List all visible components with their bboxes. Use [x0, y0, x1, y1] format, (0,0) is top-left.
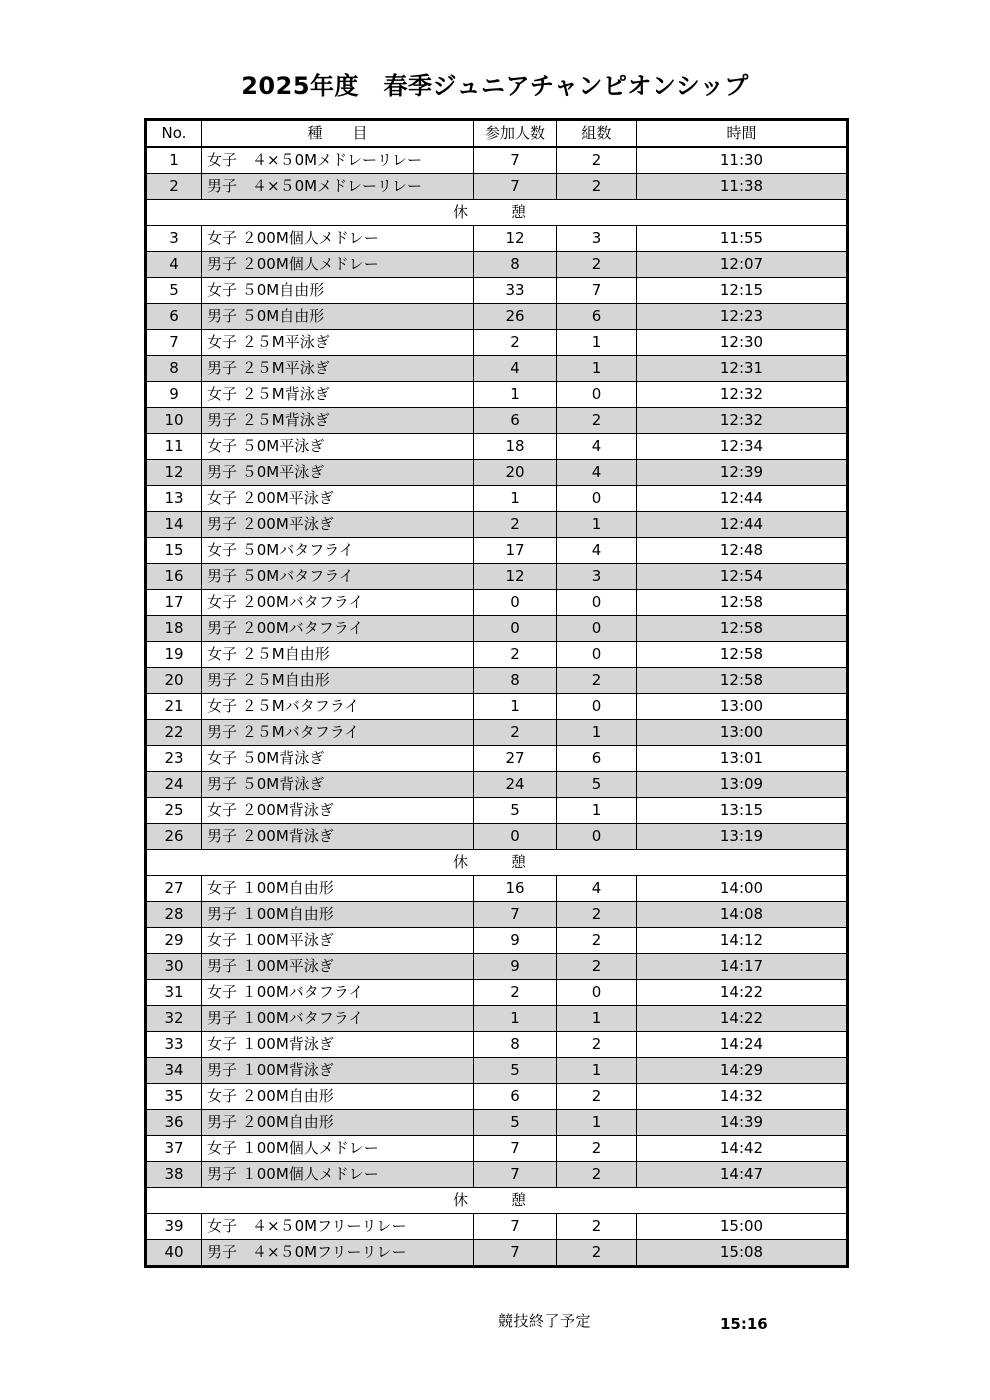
- event-row: [146, 954, 848, 980]
- event-row: [146, 1110, 848, 1136]
- event-row: [146, 902, 848, 928]
- participant-count: 7: [474, 174, 557, 200]
- event-row: [146, 434, 848, 460]
- heat-count: 4: [557, 876, 637, 902]
- start-time: 12:48: [637, 538, 848, 564]
- event-number: 34: [146, 1058, 202, 1084]
- participant-count: 4: [474, 356, 557, 382]
- event-number: 21: [146, 694, 202, 720]
- start-time: 14:32: [637, 1084, 848, 1110]
- heat-count: 2: [557, 668, 637, 694]
- event-name: 女子 ２５M背泳ぎ: [202, 382, 474, 408]
- start-time: 14:12: [637, 928, 848, 954]
- heat-count: 6: [557, 746, 637, 772]
- event-name: 女子 ２00M個人メドレー: [202, 226, 474, 252]
- event-name: 女子 １00M自由形: [202, 876, 474, 902]
- event-row: [146, 772, 848, 798]
- event-number: 9: [146, 382, 202, 408]
- event-number: 33: [146, 1032, 202, 1058]
- heat-count: 2: [557, 252, 637, 278]
- heat-count: 0: [557, 642, 637, 668]
- header-participants: 参加人数: [474, 120, 557, 148]
- event-number: 28: [146, 902, 202, 928]
- event-row: [146, 512, 848, 538]
- start-time: 12:44: [637, 486, 848, 512]
- event-number: 4: [146, 252, 202, 278]
- heat-count: 2: [557, 147, 637, 174]
- event-name: 男子 １00M背泳ぎ: [202, 1058, 474, 1084]
- event-name: 男子 ４×５0Mフリーリレー: [202, 1240, 474, 1267]
- event-row: [146, 928, 848, 954]
- start-time: 12:58: [637, 590, 848, 616]
- start-time: 14:42: [637, 1136, 848, 1162]
- event-row: [146, 616, 848, 642]
- schedule-rows: [146, 147, 848, 1267]
- event-number: 2: [146, 174, 202, 200]
- header-event: 種 目: [202, 120, 474, 148]
- event-number: 14: [146, 512, 202, 538]
- heat-count: 7: [557, 278, 637, 304]
- event-name: 男子 ２５M背泳ぎ: [202, 408, 474, 434]
- participant-count: 18: [474, 434, 557, 460]
- event-row: [146, 798, 848, 824]
- event-row: [146, 1058, 848, 1084]
- event-number: 24: [146, 772, 202, 798]
- event-number: 38: [146, 1162, 202, 1188]
- participant-count: 8: [474, 1032, 557, 1058]
- start-time: 13:01: [637, 746, 848, 772]
- heat-count: 0: [557, 616, 637, 642]
- event-name: 女子 ４×５0Mフリーリレー: [202, 1214, 474, 1240]
- event-name: 男子 １00M個人メドレー: [202, 1162, 474, 1188]
- participant-count: 2: [474, 642, 557, 668]
- event-number: 8: [146, 356, 202, 382]
- heat-count: 1: [557, 356, 637, 382]
- start-time: 12:39: [637, 460, 848, 486]
- heat-count: 1: [557, 1006, 637, 1032]
- event-name: 男子 ２５M自由形: [202, 668, 474, 694]
- heat-count: 1: [557, 512, 637, 538]
- heat-count: 2: [557, 902, 637, 928]
- start-time: 12:34: [637, 434, 848, 460]
- event-number: 15: [146, 538, 202, 564]
- event-number: 23: [146, 746, 202, 772]
- participant-count: 2: [474, 330, 557, 356]
- event-number: 3: [146, 226, 202, 252]
- event-name: 女子 ５0M自由形: [202, 278, 474, 304]
- event-row: [146, 330, 848, 356]
- heat-count: 2: [557, 928, 637, 954]
- event-name: 女子 ５0M平泳ぎ: [202, 434, 474, 460]
- event-name: 男子 ２５Mバタフライ: [202, 720, 474, 746]
- event-number: 7: [146, 330, 202, 356]
- event-number: 13: [146, 486, 202, 512]
- participant-count: 9: [474, 954, 557, 980]
- event-row: [146, 460, 848, 486]
- heat-count: 0: [557, 694, 637, 720]
- event-number: 37: [146, 1136, 202, 1162]
- participant-count: 24: [474, 772, 557, 798]
- event-name: 女子 ２５M平泳ぎ: [202, 330, 474, 356]
- event-row: [146, 356, 848, 382]
- start-time: 14:29: [637, 1058, 848, 1084]
- event-row: [146, 1240, 848, 1267]
- break-row: [146, 1188, 848, 1214]
- participant-count: 17: [474, 538, 557, 564]
- participant-count: 6: [474, 1084, 557, 1110]
- break-row: [146, 200, 848, 226]
- participant-count: 8: [474, 252, 557, 278]
- heat-count: 6: [557, 304, 637, 330]
- event-name: 女子 ２５M自由形: [202, 642, 474, 668]
- heat-count: 0: [557, 486, 637, 512]
- event-name: 女子 １00Mバタフライ: [202, 980, 474, 1006]
- event-row: [146, 252, 848, 278]
- event-name: 男子 １00M平泳ぎ: [202, 954, 474, 980]
- participant-count: 6: [474, 408, 557, 434]
- event-name: 女子 １00M背泳ぎ: [202, 1032, 474, 1058]
- event-name: 男子 ２00M平泳ぎ: [202, 512, 474, 538]
- event-number: 26: [146, 824, 202, 850]
- participant-count: 0: [474, 824, 557, 850]
- participant-count: 2: [474, 720, 557, 746]
- participant-count: 9: [474, 928, 557, 954]
- header-time: 時間: [637, 120, 848, 148]
- event-row: [146, 668, 848, 694]
- event-row: [146, 694, 848, 720]
- event-number: 12: [146, 460, 202, 486]
- start-time: 15:00: [637, 1214, 848, 1240]
- participant-count: 1: [474, 382, 557, 408]
- start-time: 11:38: [637, 174, 848, 200]
- header-no: No.: [146, 120, 202, 148]
- participant-count: 0: [474, 616, 557, 642]
- event-name: 男子 ２00M個人メドレー: [202, 252, 474, 278]
- heat-count: 4: [557, 460, 637, 486]
- heat-count: 3: [557, 564, 637, 590]
- event-number: 29: [146, 928, 202, 954]
- page-title: 2025年度 春季ジュニアチャンピオンシップ: [241, 72, 749, 100]
- participant-count: 16: [474, 876, 557, 902]
- event-row: [146, 824, 848, 850]
- heat-count: 2: [557, 1162, 637, 1188]
- participant-count: 7: [474, 1240, 557, 1267]
- participant-count: 1: [474, 694, 557, 720]
- event-name: 女子 ２00Mバタフライ: [202, 590, 474, 616]
- event-number: 30: [146, 954, 202, 980]
- header-row: [146, 120, 848, 148]
- heat-count: 1: [557, 720, 637, 746]
- participant-count: 2: [474, 512, 557, 538]
- event-name: 男子 ２00Mバタフライ: [202, 616, 474, 642]
- header-heats: 組数: [557, 120, 637, 148]
- break-row: [146, 850, 848, 876]
- event-name: 男子 ２５M平泳ぎ: [202, 356, 474, 382]
- start-time: 13:00: [637, 720, 848, 746]
- start-time: 12:44: [637, 512, 848, 538]
- break-label: 休 憩: [146, 1188, 848, 1214]
- event-number: 5: [146, 278, 202, 304]
- event-number: 32: [146, 1006, 202, 1032]
- event-number: 20: [146, 668, 202, 694]
- event-number: 36: [146, 1110, 202, 1136]
- event-name: 男子 ５0M背泳ぎ: [202, 772, 474, 798]
- participant-count: 7: [474, 1214, 557, 1240]
- participant-count: 7: [474, 1162, 557, 1188]
- heat-count: 1: [557, 1110, 637, 1136]
- finish-label: 競技終了予定: [498, 1312, 592, 1330]
- break-label: 休 憩: [146, 200, 848, 226]
- event-name: 男子 ５0Mバタフライ: [202, 564, 474, 590]
- event-number: 40: [146, 1240, 202, 1267]
- event-name: 女子 ２５Mバタフライ: [202, 694, 474, 720]
- participant-count: 27: [474, 746, 557, 772]
- participant-count: 2: [474, 980, 557, 1006]
- start-time: 12:58: [637, 668, 848, 694]
- start-time: 12:31: [637, 356, 848, 382]
- participant-count: 26: [474, 304, 557, 330]
- event-name: 女子 ２00M平泳ぎ: [202, 486, 474, 512]
- event-number: 18: [146, 616, 202, 642]
- event-number: 10: [146, 408, 202, 434]
- event-name: 女子 ２00M背泳ぎ: [202, 798, 474, 824]
- start-time: 12:30: [637, 330, 848, 356]
- event-row: [146, 1084, 848, 1110]
- event-row: [146, 642, 848, 668]
- start-time: 15:08: [637, 1240, 848, 1267]
- event-row: [146, 1032, 848, 1058]
- event-number: 35: [146, 1084, 202, 1110]
- event-name: 男子 １00Mバタフライ: [202, 1006, 474, 1032]
- heat-count: 2: [557, 1214, 637, 1240]
- participant-count: 7: [474, 1136, 557, 1162]
- heat-count: 2: [557, 1032, 637, 1058]
- participant-count: 5: [474, 798, 557, 824]
- event-number: 1: [146, 147, 202, 174]
- heat-count: 0: [557, 382, 637, 408]
- event-row: [146, 1214, 848, 1240]
- event-row: [146, 174, 848, 200]
- event-number: 16: [146, 564, 202, 590]
- participant-count: 1: [474, 486, 557, 512]
- start-time: 12:23: [637, 304, 848, 330]
- start-time: 14:17: [637, 954, 848, 980]
- heat-count: 2: [557, 174, 637, 200]
- event-row: [146, 1162, 848, 1188]
- start-time: 14:47: [637, 1162, 848, 1188]
- heat-count: 0: [557, 824, 637, 850]
- start-time: 11:55: [637, 226, 848, 252]
- participant-count: 0: [474, 590, 557, 616]
- event-row: [146, 1136, 848, 1162]
- participant-count: 20: [474, 460, 557, 486]
- break-label: 休 憩: [146, 850, 848, 876]
- start-time: 12:58: [637, 616, 848, 642]
- event-name: 女子 ５0Mバタフライ: [202, 538, 474, 564]
- start-time: 14:22: [637, 1006, 848, 1032]
- start-time: 12:32: [637, 382, 848, 408]
- finish-time: 15:16: [720, 1315, 768, 1333]
- event-number: 19: [146, 642, 202, 668]
- event-name: 男子 ４×５0Mメドレーリレー: [202, 174, 474, 200]
- heat-count: 4: [557, 434, 637, 460]
- participant-count: 33: [474, 278, 557, 304]
- heat-count: 4: [557, 538, 637, 564]
- start-time: 11:30: [637, 147, 848, 174]
- participant-count: 8: [474, 668, 557, 694]
- event-name: 女子 １00M個人メドレー: [202, 1136, 474, 1162]
- start-time: 13:19: [637, 824, 848, 850]
- start-time: 14:22: [637, 980, 848, 1006]
- heat-count: 1: [557, 330, 637, 356]
- event-number: 39: [146, 1214, 202, 1240]
- start-time: 12:07: [637, 252, 848, 278]
- heat-count: 0: [557, 980, 637, 1006]
- heat-count: 3: [557, 226, 637, 252]
- event-name: 女子 ２00M自由形: [202, 1084, 474, 1110]
- event-row: [146, 746, 848, 772]
- participant-count: 7: [474, 902, 557, 928]
- event-row: [146, 720, 848, 746]
- start-time: 12:54: [637, 564, 848, 590]
- start-time: 12:58: [637, 642, 848, 668]
- event-number: 17: [146, 590, 202, 616]
- event-row: [146, 538, 848, 564]
- participant-count: 12: [474, 226, 557, 252]
- heat-count: 2: [557, 954, 637, 980]
- event-name: 女子 ５0M背泳ぎ: [202, 746, 474, 772]
- event-number: 31: [146, 980, 202, 1006]
- event-name: 女子 １00M平泳ぎ: [202, 928, 474, 954]
- event-row: [146, 382, 848, 408]
- event-name: 男子 ２00M自由形: [202, 1110, 474, 1136]
- event-number: 6: [146, 304, 202, 330]
- heat-count: 0: [557, 590, 637, 616]
- heat-count: 2: [557, 1240, 637, 1267]
- participant-count: 12: [474, 564, 557, 590]
- start-time: 14:24: [637, 1032, 848, 1058]
- event-name: 男子 １00M自由形: [202, 902, 474, 928]
- event-row: [146, 304, 848, 330]
- participant-count: 5: [474, 1110, 557, 1136]
- event-row: [146, 278, 848, 304]
- start-time: 13:15: [637, 798, 848, 824]
- schedule-table: [144, 118, 849, 1268]
- participant-count: 7: [474, 147, 557, 174]
- heat-count: 2: [557, 408, 637, 434]
- start-time: 12:32: [637, 408, 848, 434]
- heat-count: 1: [557, 1058, 637, 1084]
- event-row: [146, 147, 848, 174]
- event-name: 男子 ５0M自由形: [202, 304, 474, 330]
- event-row: [146, 980, 848, 1006]
- start-time: 13:09: [637, 772, 848, 798]
- event-row: [146, 590, 848, 616]
- event-number: 27: [146, 876, 202, 902]
- event-number: 22: [146, 720, 202, 746]
- start-time: 14:39: [637, 1110, 848, 1136]
- start-time: 14:00: [637, 876, 848, 902]
- participant-count: 5: [474, 1058, 557, 1084]
- event-row: [146, 876, 848, 902]
- participant-count: 1: [474, 1006, 557, 1032]
- event-row: [146, 486, 848, 512]
- event-row: [146, 226, 848, 252]
- event-name: 男子 ２00M背泳ぎ: [202, 824, 474, 850]
- heat-count: 5: [557, 772, 637, 798]
- event-number: 25: [146, 798, 202, 824]
- start-time: 13:00: [637, 694, 848, 720]
- event-row: [146, 564, 848, 590]
- heat-count: 2: [557, 1136, 637, 1162]
- heat-count: 1: [557, 798, 637, 824]
- event-name: 男子 ５0M平泳ぎ: [202, 460, 474, 486]
- event-row: [146, 1006, 848, 1032]
- event-number: 11: [146, 434, 202, 460]
- event-name: 女子 ４×５0Mメドレーリレー: [202, 147, 474, 174]
- event-row: [146, 408, 848, 434]
- start-time: 14:08: [637, 902, 848, 928]
- heat-count: 2: [557, 1084, 637, 1110]
- start-time: 12:15: [637, 278, 848, 304]
